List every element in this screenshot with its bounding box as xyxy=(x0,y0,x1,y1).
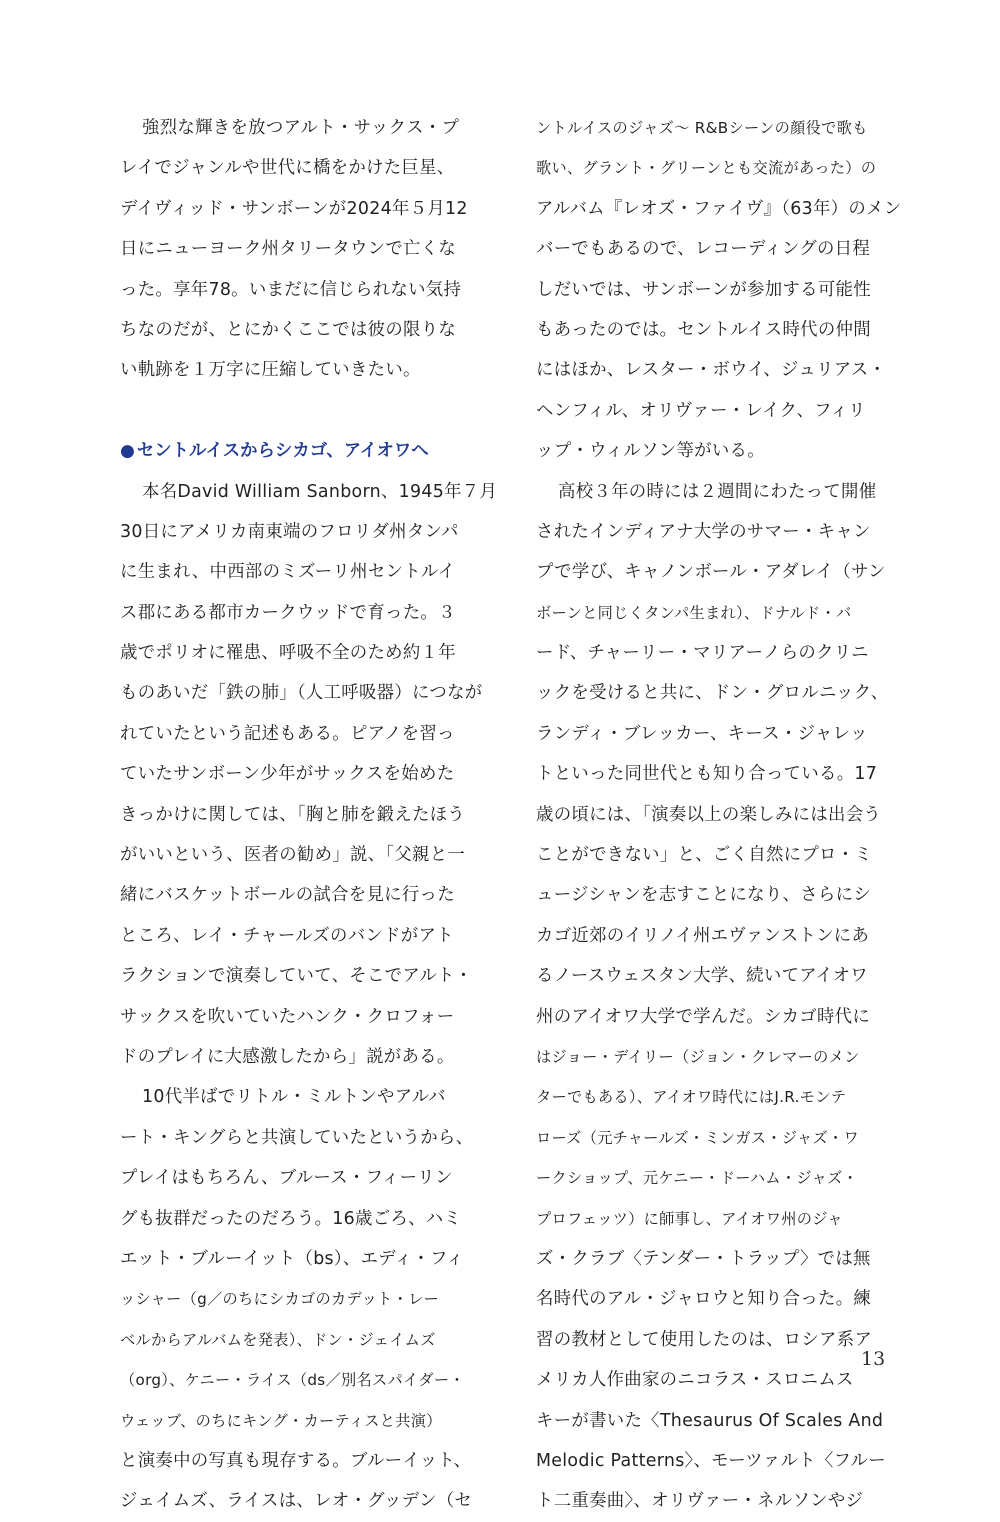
text-line: ローズ（元チャールズ・ミンガス・ジャズ・ワ xyxy=(536,1128,859,1147)
text-line: はジョー・デイリー（ジョン・クレマーのメン xyxy=(536,1047,860,1066)
text-line: もあったのでは。セントルイス時代の仲間 xyxy=(536,319,871,340)
text-line: ドのプレイに大感激したから」説がある。 xyxy=(120,1046,455,1067)
text-line: ス郡にある都市カークウッドで育った。３ xyxy=(120,602,456,623)
text-line: 強烈な輝きを放つアルト・サックス・プ xyxy=(142,118,460,138)
text-line: キーが書いた〈Thesaurus Of Scales And xyxy=(536,1410,884,1431)
text-line: （org）、ケニー・ライス（ds／別名スパイダー・ xyxy=(120,1371,465,1390)
text-line: れていたという記述もある。ピアノを習っ xyxy=(120,723,455,744)
text-line: ちなのだが、とにかくここでは彼の限りな xyxy=(120,319,457,340)
text-line: ップ・ウィルソン等がいる。 xyxy=(536,441,765,462)
text-line: ントルイスのジャズ〜 R&Bシーンの顔役で歌も xyxy=(536,119,868,137)
text-line: ュージシャンを志すことになり、さらにシ xyxy=(536,885,871,906)
text-line: ジェイムズ、ライスは、レオ・グッデン（セ xyxy=(120,1491,473,1512)
text-line: い軌跡を１万字に圧縮していきたい。 xyxy=(120,360,421,381)
text-line: 歌い、グラント・グリーンとも交流があった）の xyxy=(536,159,877,178)
text-line: がいいという、医者の勧め」説、「父親と一 xyxy=(120,845,466,866)
text-line: った。享年78。いまだに信じられない気持 xyxy=(120,279,462,300)
page-number: 13 xyxy=(861,1348,886,1370)
paragraph-biography xyxy=(120,472,504,1078)
text-line: ート・キングらと共演していたというから、 xyxy=(120,1127,474,1148)
left-column xyxy=(120,108,504,1522)
text-line: 高校３年の時には２週間にわたって開催 xyxy=(558,481,877,502)
right-column xyxy=(536,108,920,1522)
text-line: カゴ近郊のイリノイ州エヴァンストンにあ xyxy=(536,925,870,946)
text-line: サックスを吹いていたハンク・クロフォー xyxy=(120,1006,455,1027)
text-line: 10代半ばでリトル・ミルトンやアルバ xyxy=(142,1087,446,1108)
text-line: るノースウェスタン大学、続いてアイオワ xyxy=(536,966,868,987)
bullet-icon: ● xyxy=(120,441,135,462)
text-line: 名時代のアル・ジャロウと知り合った。練 xyxy=(536,1289,872,1310)
text-line: プで学び、キャノンボール・アダレイ（サン xyxy=(536,562,886,583)
text-line: トといった同世代とも知り合っている。17 xyxy=(536,764,878,785)
text-line: Melodic Patterns〉、モーツァルト〈フルー xyxy=(536,1450,886,1471)
text-line: ヘンフィル、オリヴァー・レイク、フィリ xyxy=(536,400,866,421)
paragraph-intro xyxy=(120,108,504,391)
text-line: ベルからアルバムを発表）、ドン・ジェイムズ xyxy=(120,1330,436,1349)
text-line: ード、チャーリー・マリアーノらのクリニ xyxy=(536,643,869,664)
text-line: に生まれ、中西部のミズーリ州セントルイ xyxy=(120,562,456,583)
text-line: ところ、レイ・チャールズのバンドがアト xyxy=(120,925,454,946)
paragraph-st-louis-peers xyxy=(536,108,920,472)
text-line: バーでもあるので、レコーディングの日程 xyxy=(536,239,871,260)
text-line: プレイはもちろん、ブルース・フィーリン xyxy=(120,1168,453,1189)
text-line: 歳の頃には、「演奏以上の楽しみには出会う xyxy=(536,804,882,825)
text-line: にはほか、レスター・ボウイ、ジュリアス・ xyxy=(536,360,887,381)
text-line: 州のアイオワ大学で学んだ。シカゴ時代に xyxy=(536,1006,871,1027)
text-line: しだいでは、サンボーンが参加する可能性 xyxy=(536,279,871,300)
text-line: ラクションで演奏していて、そこでアルト・ xyxy=(120,966,473,987)
text-line: ッシャー（g／のちにシカゴのカデット・レー xyxy=(120,1290,440,1309)
text-line: きっかけに関しては、「胸と肺を鍛えたほう xyxy=(120,804,466,825)
text-line: エット・ブルーイット（bs）、エディ・フィ xyxy=(120,1248,464,1269)
text-line: アルバム『レオズ・ファイヴ』（63年）のメン xyxy=(536,198,902,219)
text-line: ことができない」と、ごく自然にプロ・ミ xyxy=(536,845,873,866)
text-line: ークショップ、元ケニー・ドーハム・ジャズ・ xyxy=(536,1169,859,1188)
section-heading xyxy=(120,431,504,471)
text-line: ていたサンボーン少年がサックスを始めた xyxy=(120,764,455,785)
text-line: と演奏中の写真も現存する。ブルーイット、 xyxy=(120,1450,472,1471)
text-line: 緒にバスケットボールの試合を見に行った xyxy=(120,885,455,906)
section-gap xyxy=(120,391,504,431)
text-line: ボーンと同じくタンパ生まれ）、ドナルド・バ xyxy=(536,603,852,622)
text-line: ト二重奏曲〉、オリヴァー・ネルソンやジ xyxy=(536,1491,864,1512)
text-line: ウェッブ、のちにキング・カーティスと共演） xyxy=(120,1411,442,1430)
text-line: ックを受けると共に、ドン・グロルニック、 xyxy=(536,683,889,704)
text-line: 本名David William Sanborn、1945年７月 xyxy=(142,481,498,502)
text-line: 習の教材として使用したのは、ロシア系ア xyxy=(536,1329,873,1350)
text-line: プロフェッツ）に師事し、アイオワ州のジャ xyxy=(536,1209,843,1228)
text-line: メリカ人作曲家のニコラス・スロニムス xyxy=(536,1370,854,1391)
text-line: 30日にアメリカ南東端のフロリダ州タンパ xyxy=(120,521,459,542)
text-line: ものあいだ「鉄の肺」（人工呼吸器）につなが xyxy=(120,683,483,704)
text-line: ランディ・ブレッカー、キース・ジャレッ xyxy=(536,723,868,744)
text-line: デイヴィッド・サンボーンが2024年５月12 xyxy=(120,198,468,219)
text-line: 日にニューヨーク州タリータウンで亡くな xyxy=(120,239,457,260)
section-heading-text: セントルイスからシカゴ、アイオワへ xyxy=(136,441,429,462)
paragraph-teen-years xyxy=(120,1077,504,1521)
text-line: ズ・クラブ〈テンダー・トラップ〉では無 xyxy=(536,1248,871,1269)
text-line: ターでもある）、アイオワ時代にはJ.R.モンテ xyxy=(536,1088,847,1107)
text-line: されたインディアナ大学のサマー・キャン xyxy=(536,521,871,542)
text-line: レイでジャンルや世代に橋をかけた巨星、 xyxy=(120,158,455,179)
text-line: 歳でポリオに罹患、呼吸不全のため約１年 xyxy=(120,643,456,664)
text-line: グも抜群だったのだろう。16歳ごろ、ハミ xyxy=(120,1208,462,1229)
